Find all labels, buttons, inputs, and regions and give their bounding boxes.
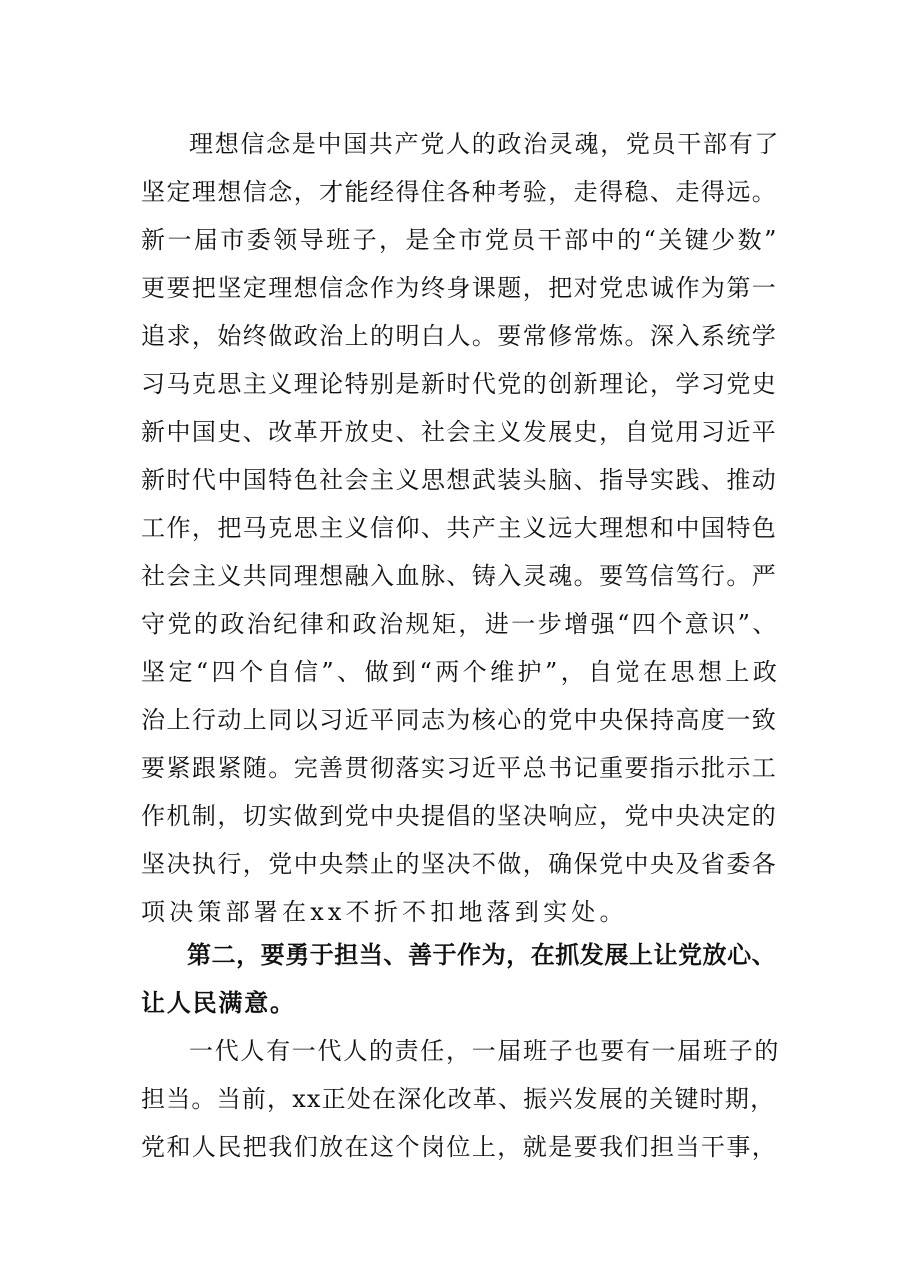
text-line: 项决策部署在xx不折不扣地落到实处。 xyxy=(141,898,628,926)
text-line: 追求，始终做政治上的明白人。要常修常炼。深入系统学 xyxy=(141,322,778,350)
text-line: 习马克思主义理论特别是新时代党的创新理论，学习党史 xyxy=(141,370,778,398)
text-line: 党和人民把我们放在这个岗位上，就是要我们担当干事， xyxy=(141,1133,778,1161)
text-line: 新中国史、改革开放史、社会主义发展史，自觉用习近平 xyxy=(141,418,778,446)
text-line: 作机制，切实做到党中央提倡的坚决响应，党中央决定的 xyxy=(141,802,778,830)
text-line: 工作，把马克思主义信仰、共产主义远大理想和中国特色 xyxy=(141,514,778,542)
text-line: 更要把坚定理想信念作为终身课题，把对党忠诚作为第一 xyxy=(141,274,778,302)
text-line: 守党的政治纪律和政治规矩，进一步增强“四个意识”、 xyxy=(141,610,779,638)
text-line: 坚决执行，党中央禁止的坚决不做，确保党中央及省委各 xyxy=(141,850,778,878)
text-line: 新一届市委领导班子，是全市党员干部中的“关键少数” xyxy=(141,226,779,254)
text-line: 理想信念是中国共产党人的政治灵魂，党员干部有了 xyxy=(189,130,781,158)
heading-line: 第二，要勇于担当、善于作为，在抓发展上让党放心、 xyxy=(187,941,777,969)
text-line: 坚定“四个自信”、做到“两个维护”，自觉在思想上政 xyxy=(141,658,781,686)
text-line: 坚定理想信念，才能经得住各种考验，走得稳、走得远。 xyxy=(141,178,778,206)
text-line: 要紧跟紧随。完善贯彻落实习近平总书记重要指示批示工 xyxy=(141,754,778,782)
text-line: 治上行动上同以习近平同志为核心的党中央保持高度一致 xyxy=(141,706,778,734)
text-line: 新时代中国特色社会主义思想武装头脑、指导实践、推动 xyxy=(141,466,778,494)
section-heading xyxy=(141,931,781,1027)
body-paragraph-2 xyxy=(141,1027,781,1171)
body-paragraph-1 xyxy=(141,120,781,936)
heading-line: 让人民满意。 xyxy=(141,989,296,1017)
text-line: 社会主义共同理想融入血脉、铸入灵魂。要笃信笃行。严 xyxy=(141,562,778,590)
text-line: 担当。当前，xx正处在深化改革、振兴发展的关键时期， xyxy=(141,1085,776,1113)
text-line: 一代人有一代人的责任，一届班子也要有一届班子的 xyxy=(189,1037,781,1065)
